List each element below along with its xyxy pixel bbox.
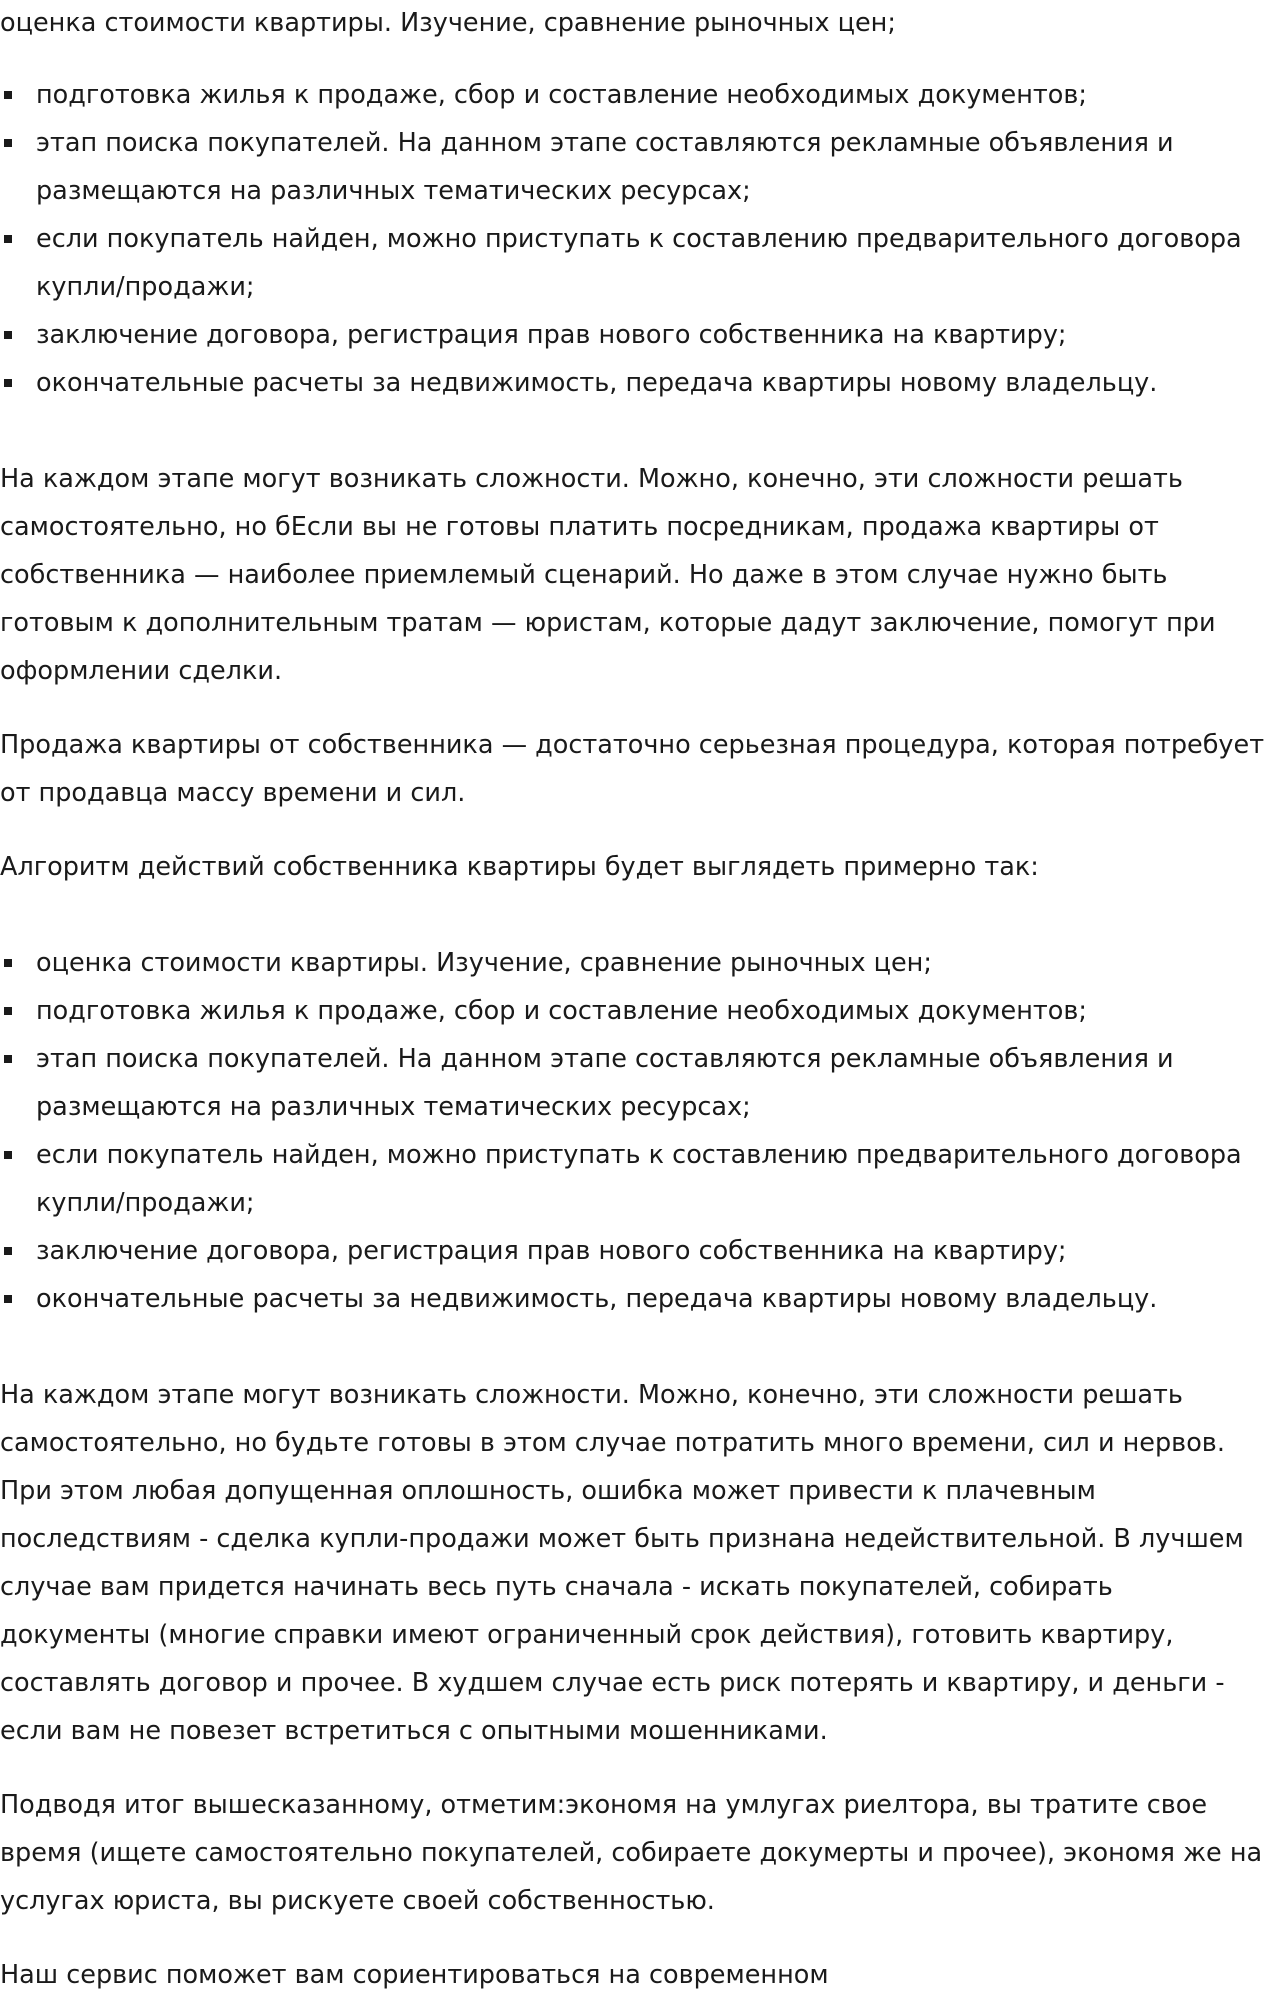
steps-list-b bbox=[0, 939, 1270, 1323]
paragraph: На каждом этапе могут возникать сложности. Можно, конечно, эти сложности решать самостоятельно, но будьте готовы в этом случае потратить много времени, сил и нервов. При этом любая допущенная оплошность, ошибка может привести к плачевным последствиям - сделка купли-продажи может быть признана недействительной. В лучшем случае вам придется начинать весь путь сначала - искать покупателей, собирать документы (многие справки имеют ограниченный срок действия), готовить квартиру, составлять договор и прочее. В худшем случае есть риск потерять и квартиру, и деньги - если вам не повезет встретиться с опытными мошенниками. bbox=[0, 1380, 1244, 1746]
bullet-icon bbox=[4, 1151, 12, 1159]
paragraph: Подводя итог вышесказанному, отметим:экономя на умлугах риелтора, вы тратите свое время (ищете самостоятельно покупателей, собираете докумерты и прочее), экономя же на услугах юриста, вы рискуете своей собственностью. bbox=[0, 1790, 1263, 1916]
paragraph: Наш сервис поможет вам сориентироваться на современном bbox=[0, 1960, 829, 1990]
bullet-icon bbox=[4, 1295, 12, 1303]
bullet-icon bbox=[4, 1247, 12, 1255]
paragraph: Алгоритм действий собственника квартиры будет выглядеть примерно так: bbox=[0, 852, 1039, 882]
paragraph: Продажа квартиры от собственника — достаточно серьезная процедура, которая потребует от продавца массу времени и сил. bbox=[0, 730, 1265, 808]
bullet-icon bbox=[4, 379, 12, 387]
bullet-icon bbox=[4, 139, 12, 147]
list-item: подготовка жилья к продаже, сбор и составление необходимых документов; bbox=[0, 987, 1270, 1035]
list-item: оценка стоимости квартиры. Изучение, сравнение рыночных цен; bbox=[0, 939, 1270, 987]
list-item: окончательные расчеты за недвижимость, передача квартиры новому владельцу. bbox=[0, 1275, 1270, 1323]
list-item: заключение договора, регистрация прав нового собственника на квартиру; bbox=[0, 1227, 1270, 1275]
list-item: этап поиска покупателей. На данном этапе составляются рекламные объявления и размещаются на различных тематических ресурсах; bbox=[0, 1035, 1270, 1131]
bullet-icon bbox=[4, 235, 12, 243]
list-item: окончательные расчеты за недвижимость, передача квартиры новому владельцу. bbox=[0, 359, 1270, 407]
bullet-icon bbox=[4, 91, 12, 99]
list-item: если покупатель найден, можно приступать к составлению предварительного договора купли/продажи; bbox=[0, 1131, 1270, 1227]
bullet-icon bbox=[4, 959, 12, 967]
paragraph: На каждом этапе могут возникать сложности. Можно, конечно, эти сложности решать самостоятельно, но бЕсли вы не готовы платить посредникам, продажа квартиры от собственника — наиболее приемлемый сценарий. Но даже в этом случае нужно быть готовым к дополнительным тратам — юристам, которые дадут заключение, помогут при оформлении сделки. bbox=[0, 464, 1216, 686]
list-item: подготовка жилья к продаже, сбор и составление необходимых документов; bbox=[0, 71, 1270, 119]
list-item: заключение договора, регистрация прав нового собственника на квартиру; bbox=[0, 311, 1270, 359]
intro-line: оценка стоимости квартиры. Изучение, сравнение рыночных цен; bbox=[0, 8, 896, 38]
bullet-icon bbox=[4, 1007, 12, 1015]
bullet-icon bbox=[4, 1055, 12, 1063]
bullet-icon bbox=[4, 331, 12, 339]
list-item: если покупатель найден, можно приступать к составлению предварительного договора купли/продажи; bbox=[0, 215, 1270, 311]
steps-list-a bbox=[0, 71, 1270, 407]
list-item: этап поиска покупателей. На данном этапе составляются рекламные объявления и размещаются на различных тематических ресурсах; bbox=[0, 119, 1270, 215]
